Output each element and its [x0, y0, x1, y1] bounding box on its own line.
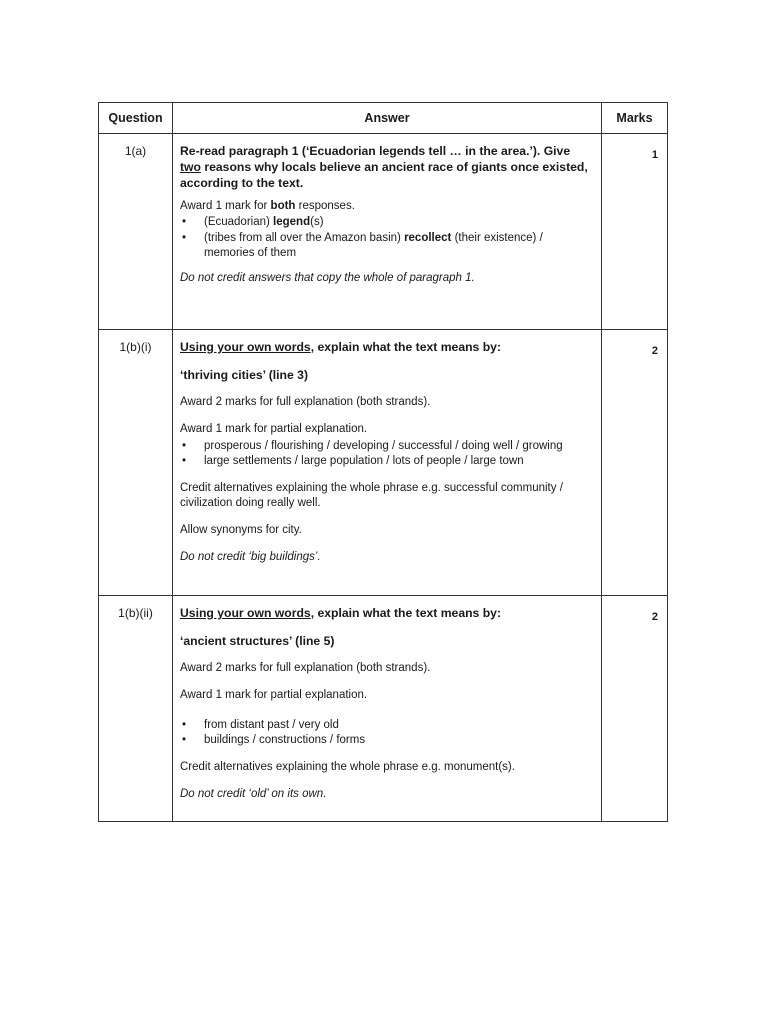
partial-marks-rule: Award 1 mark for partial explanation. — [180, 689, 368, 702]
question-instruction — [180, 339, 593, 355]
mark-scheme-table — [98, 102, 668, 822]
exclusion-note: Do not credit ‘big buildings’. — [180, 551, 321, 564]
full-marks-rule: Award 2 marks for full explanation (both strands). — [180, 396, 431, 409]
answer-list — [180, 215, 593, 261]
list-item — [180, 231, 593, 261]
item-text: (tribes from all over the Amazon basin) — [204, 231, 405, 244]
credit-alternatives: Credit alternatives explaining the whole phrase e.g. monument(s). — [180, 760, 515, 773]
marks-value: 1 — [602, 134, 668, 330]
instruction-emphasis: Using your own words — [180, 340, 311, 354]
table-header-row — [99, 103, 668, 134]
answer-cell — [173, 134, 602, 330]
prompt-text: reasons why locals believe an ancient race of giants once existed, according to the text. — [180, 160, 588, 191]
item-text: (Ecuadorian) — [204, 216, 274, 229]
allow-note: Allow synonyms for city. — [180, 524, 302, 537]
header-answer: Answer — [173, 103, 602, 134]
item-text: (their existence) / memories of them — [204, 231, 543, 259]
credit-alternatives: Credit alternatives explaining the whole phrase e.g. successful community / civilization doing really well. — [180, 481, 563, 510]
exclusion-note: Do not credit ‘old’ on its own. — [180, 788, 327, 801]
award-emphasis: both — [270, 200, 296, 213]
instruction-text: , explain what the text means by: — [310, 606, 501, 620]
item-keyword: recollect — [404, 231, 452, 244]
prompt-text: Re-read paragraph 1 (‘Ecuadorian legends tell … in the area.’). Give — [180, 144, 571, 158]
item-keyword: legend — [273, 216, 311, 229]
table-row — [99, 134, 668, 330]
instruction-text: , explain what the text means by: — [310, 340, 501, 354]
question-number: 1(a) — [99, 134, 173, 330]
header-question: Question — [99, 103, 173, 134]
answer-cell — [173, 596, 602, 822]
list-item: • prosperous / flourishing / developing / successful / doing well / growing — [180, 439, 593, 454]
list-item: • from distant past / very old — [180, 718, 593, 733]
exclusion-note: Do not credit answers that copy the whole of paragraph 1. — [180, 271, 475, 284]
target-phrase: ‘ancient structures’ (line 5) — [180, 634, 335, 649]
target-phrase: ‘thriving cities’ (line 3) — [180, 368, 308, 383]
question-number: 1(b)(i) — [99, 330, 173, 596]
table-row — [99, 596, 668, 822]
marks-value: 2 — [602, 330, 668, 596]
item-text: (s) — [310, 216, 324, 229]
list-item: • large settlements / large population / lots of people / large town — [180, 454, 593, 469]
full-marks-rule: Award 2 marks for full explanation (both strands). — [180, 662, 431, 675]
table-row — [99, 330, 668, 596]
question-number: 1(b)(ii) — [99, 596, 173, 822]
question-instruction — [180, 605, 593, 621]
award-text: responses. — [295, 200, 355, 213]
prompt-emphasis: two — [180, 160, 201, 175]
partial-marks-rule: Award 1 mark for partial explanation. — [180, 423, 368, 436]
marks-value: 2 — [602, 596, 668, 822]
answer-cell — [173, 330, 602, 596]
list-item — [180, 215, 593, 230]
instruction-emphasis: Using your own words — [180, 606, 311, 620]
award-text: Award 1 mark for — [180, 200, 271, 213]
header-marks: Marks — [602, 103, 668, 134]
award-instruction — [180, 199, 593, 214]
question-prompt — [180, 143, 593, 191]
answer-list — [180, 718, 593, 748]
answer-list — [180, 439, 593, 469]
list-item: • buildings / constructions / forms — [180, 733, 593, 748]
